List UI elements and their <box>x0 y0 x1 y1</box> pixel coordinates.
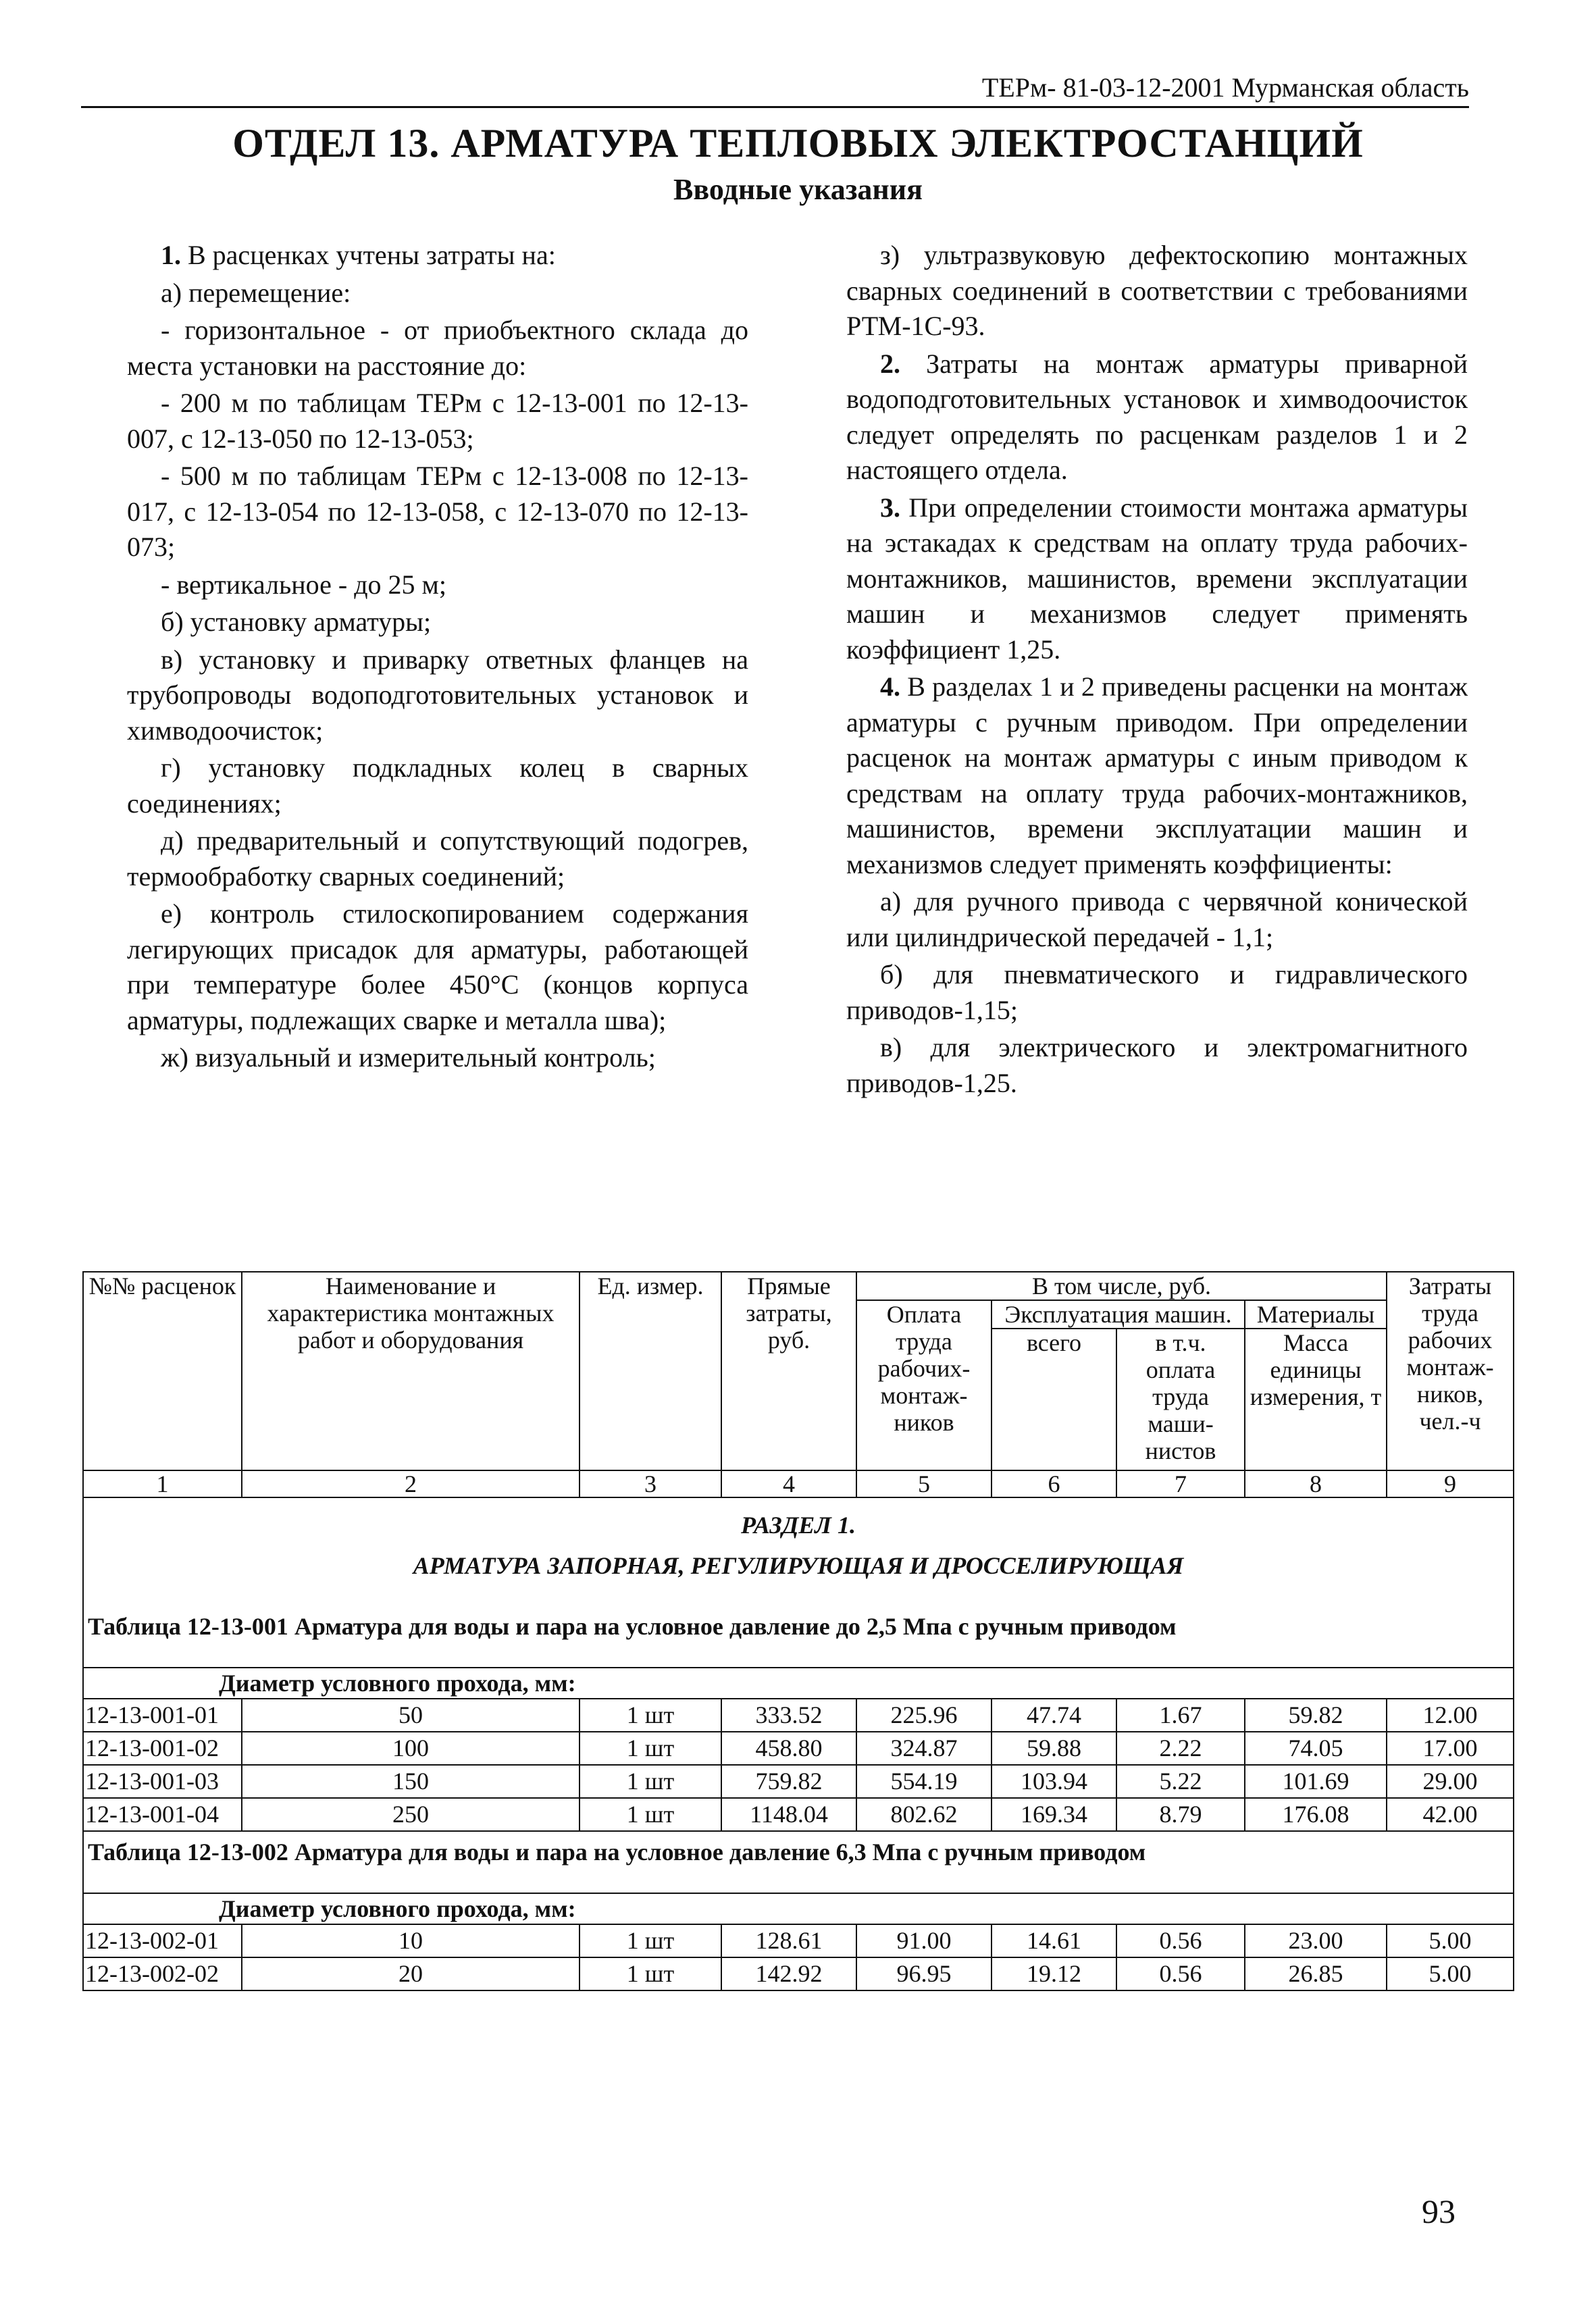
left-paragraph <box>127 750 748 821</box>
column-number: 6 <box>992 1470 1116 1497</box>
paragraph-number: 3. <box>880 492 900 523</box>
cell-unit: 1 шт <box>580 1957 721 1990</box>
cell-code: 12-13-002-01 <box>83 1924 242 1957</box>
column-number: 7 <box>1116 1470 1245 1497</box>
cell-machines: 19.12 <box>992 1957 1116 1990</box>
right-paragraph <box>846 884 1468 955</box>
page-number: 93 <box>1422 2192 1456 2230</box>
paragraph-text: В разделах 1 и 2 приведены расценки на монтаж арматуры с ручным приводом. При определении расценок на монтаж арматуры с иным приводом к средствам на оплату труда рабочих-монтажников, машинистов, времени эксплуатации машин и механизмов следует применять коэффициенты: <box>846 671 1468 879</box>
cell-direct: 128.61 <box>721 1924 856 1957</box>
table-row <box>83 1732 1514 1765</box>
column-numbers-row <box>83 1470 1514 1497</box>
paragraph-text: ж) визуальный и измерительный контроль; <box>161 1042 656 1073</box>
cell-labor-cost: 5.00 <box>1387 1924 1514 1957</box>
section-number: РАЗДЕЛ 1. <box>741 1512 856 1539</box>
section-name: АРМАТУРА ЗАПОРНАЯ, РЕГУЛИРУЮЩАЯ И ДРОССЕЛИРУЮЩАЯ <box>413 1552 1184 1579</box>
paragraph-text: б) установку арматуры; <box>161 607 432 637</box>
cell-unit: 1 шт <box>580 1699 721 1732</box>
th-materials: Материалы <box>1245 1300 1387 1329</box>
left-paragraph <box>127 896 748 1038</box>
left-paragraph <box>127 567 748 603</box>
cell-code: 12-13-001-03 <box>83 1765 242 1798</box>
cell-unit: 1 шт <box>580 1732 721 1765</box>
right-paragraph <box>846 957 1468 1028</box>
cell-materials: 59.82 <box>1245 1699 1387 1732</box>
cell-driver: 2.22 <box>1116 1732 1245 1765</box>
cell-driver: 5.22 <box>1116 1765 1245 1798</box>
cell-labor: 802.62 <box>856 1798 992 1831</box>
cell-diameter: 100 <box>242 1732 580 1765</box>
left-column <box>127 238 748 1078</box>
table-row <box>83 1798 1514 1831</box>
paragraph-number: 2. <box>880 348 900 379</box>
paragraph-text: в) установку и приварку ответных фланцев на трубопроводы водоподготовительных установок и химводоочисток; <box>127 644 748 746</box>
cell-labor-cost: 5.00 <box>1387 1957 1514 1990</box>
paragraph-text: Затраты на монтаж арматуры приварной водоподготовительных установок и химводоочисток следует определять по расценкам разделов 1 и 2 настоящего отдела. <box>846 348 1468 485</box>
cell-labor: 324.87 <box>856 1732 992 1765</box>
left-paragraph <box>127 313 748 384</box>
paragraph-text: - 500 м по таблицам ТЕРм с 12-13-008 по 12-13-017, с 12-13-054 по 12-13-058, с 12-13-070 по 12-13-073; <box>127 461 748 562</box>
right-paragraph <box>846 1030 1468 1101</box>
cell-direct: 333.52 <box>721 1699 856 1732</box>
cell-materials: 101.69 <box>1245 1765 1387 1798</box>
paragraph-text: г) установку подкладных колец в сварных соединениях; <box>127 752 748 819</box>
cell-direct: 458.80 <box>721 1732 856 1765</box>
cell-diameter: 50 <box>242 1699 580 1732</box>
left-paragraph <box>127 238 748 274</box>
paragraph-text: - вертикальное - до 25 м; <box>161 569 446 600</box>
th-labor-cost: Затраты труда рабочих монтаж-ников, чел.-ч <box>1387 1272 1514 1470</box>
table-group-title: Таблица 12-13-002 Арматура для воды и пара на условное давление 6,3 Мпа с ручным приводом <box>83 1831 1514 1893</box>
table-row <box>83 1924 1514 1957</box>
cell-materials: 23.00 <box>1245 1924 1387 1957</box>
cell-code: 12-13-001-04 <box>83 1798 242 1831</box>
th-name: Наименование и характеристика монтажных работ и оборудования <box>242 1272 580 1470</box>
cell-code: 12-13-002-02 <box>83 1957 242 1990</box>
cell-labor-cost: 12.00 <box>1387 1699 1514 1732</box>
cell-labor: 225.96 <box>856 1699 992 1732</box>
column-number: 1 <box>83 1470 242 1497</box>
cell-driver: 0.56 <box>1116 1957 1245 1990</box>
cell-machines: 47.74 <box>992 1699 1116 1732</box>
th-direct: Прямые затраты, руб. <box>721 1272 856 1470</box>
cell-labor-cost: 29.00 <box>1387 1765 1514 1798</box>
paragraph-text: б) для пневматического и гидравлического приводов-1,15; <box>846 959 1468 1025</box>
th-labor: Оплата труда рабочих-монтаж-ников <box>856 1300 992 1470</box>
cell-machines: 103.94 <box>992 1765 1116 1798</box>
table-row <box>83 1957 1514 1990</box>
table-group-title: Таблица 12-13-001 Арматура для воды и пара на условное давление до 2,5 Мпа с ручным приводом <box>83 1606 1514 1668</box>
doc-reference: ТЕРм- 81-03-12-2001 Мурманская область <box>981 72 1469 103</box>
paragraph-number: 4. <box>880 671 900 702</box>
column-number: 9 <box>1387 1470 1514 1497</box>
page-title: ОТДЕЛ 13. АРМАТУРА ТЕПЛОВЫХ ЭЛЕКТРОСТАНЦИЙ <box>232 121 1364 165</box>
rates-table <box>82 1271 1514 1991</box>
th-unit: Ед. измер. <box>580 1272 721 1470</box>
cell-machines: 59.88 <box>992 1732 1116 1765</box>
left-paragraph <box>127 459 748 565</box>
cell-diameter: 250 <box>242 1798 580 1831</box>
diameter-label: Диаметр условного прохода, мм: <box>83 1893 1514 1924</box>
paragraph-text: а) для ручного привода с червячной конической или цилиндрической передачей - 1,1; <box>846 886 1468 952</box>
column-number: 3 <box>580 1470 721 1497</box>
diameter-label: Диаметр условного прохода, мм: <box>83 1668 1514 1699</box>
paragraph-text: д) предварительный и сопутствующий подогрев, термообработку сварных соединений; <box>127 825 748 892</box>
column-number: 4 <box>721 1470 856 1497</box>
cell-unit: 1 шт <box>580 1798 721 1831</box>
cell-driver: 0.56 <box>1116 1924 1245 1957</box>
page-subtitle: Вводные указания <box>673 173 923 206</box>
right-paragraph <box>846 490 1468 668</box>
column-number: 2 <box>242 1470 580 1497</box>
cell-materials: 176.08 <box>1245 1798 1387 1831</box>
left-paragraph <box>127 386 748 457</box>
paragraph-text: з) ультразвуковую дефектоскопию монтажных сварных соединений в соответствии с требованиями РТМ-1С-93. <box>846 240 1468 341</box>
cell-diameter: 10 <box>242 1924 580 1957</box>
paragraph-text: - горизонтальное - от приобъектного склада до места установки на расстояние до: <box>127 315 748 381</box>
cell-unit: 1 шт <box>580 1924 721 1957</box>
cell-labor: 96.95 <box>856 1957 992 1990</box>
cell-diameter: 20 <box>242 1957 580 1990</box>
cell-materials: 74.05 <box>1245 1732 1387 1765</box>
column-number: 8 <box>1245 1470 1387 1497</box>
paragraph-text: в) для электрического и электромагнитного приводов-1,25. <box>846 1032 1468 1098</box>
cell-labor-cost: 17.00 <box>1387 1732 1514 1765</box>
cell-diameter: 150 <box>242 1765 580 1798</box>
th-code: №№ расценок <box>83 1272 242 1470</box>
table-row <box>83 1699 1514 1732</box>
table-row <box>83 1765 1514 1798</box>
th-mass: Масса единицы измерения, т <box>1245 1329 1387 1470</box>
cell-labor: 554.19 <box>856 1765 992 1798</box>
cell-driver: 1.67 <box>1116 1699 1245 1732</box>
paragraph-text: а) перемещение: <box>161 277 351 308</box>
cell-direct: 759.82 <box>721 1765 856 1798</box>
th-machines: Эксплуатация машин. <box>992 1300 1245 1329</box>
left-paragraph <box>127 605 748 640</box>
th-total: всего <box>992 1329 1116 1470</box>
cell-labor-cost: 42.00 <box>1387 1798 1514 1831</box>
right-paragraph <box>846 238 1468 344</box>
right-column <box>846 238 1468 1103</box>
column-number: 5 <box>856 1470 992 1497</box>
left-paragraph <box>127 823 748 894</box>
cell-machines: 169.34 <box>992 1798 1116 1831</box>
running-header <box>81 69 1469 108</box>
paragraph-text: - 200 м по таблицам ТЕРм с 12-13-001 по 12-13-007, с 12-13-050 по 12-13-053; <box>127 388 748 454</box>
left-paragraph <box>127 1040 748 1076</box>
cell-labor: 91.00 <box>856 1924 992 1957</box>
right-paragraph <box>846 669 1468 882</box>
left-paragraph <box>127 276 748 311</box>
th-incl: В том числе, руб. <box>856 1272 1387 1300</box>
paragraph-text: е) контроль стилоскопированием содержания легирующих присадок для арматуры, работающей при температуре более 450°С (концов корпуса арматуры, подлежащих сварке и металла шва); <box>127 898 748 1035</box>
cell-direct: 142.92 <box>721 1957 856 1990</box>
paragraph-text: При определении стоимости монтажа арматуры на эстакадах к средствам на оплату труда рабочих-монтажников, машинистов, времени эксплуатации машин и механизмов следует применять коэффициент 1,25. <box>846 492 1468 665</box>
cell-code: 12-13-001-02 <box>83 1732 242 1765</box>
cell-direct: 1148.04 <box>721 1798 856 1831</box>
cell-driver: 8.79 <box>1116 1798 1245 1831</box>
cell-materials: 26.85 <box>1245 1957 1387 1990</box>
right-paragraph <box>846 346 1468 488</box>
cell-machines: 14.61 <box>992 1924 1116 1957</box>
left-paragraph <box>127 642 748 749</box>
cell-code: 12-13-001-01 <box>83 1699 242 1732</box>
paragraph-number: 1. <box>161 240 181 270</box>
cell-unit: 1 шт <box>580 1765 721 1798</box>
paragraph-text: В расценках учтены затраты на: <box>181 240 556 270</box>
th-incl-driver: в т.ч. оплата труда маши-нистов <box>1116 1329 1245 1470</box>
